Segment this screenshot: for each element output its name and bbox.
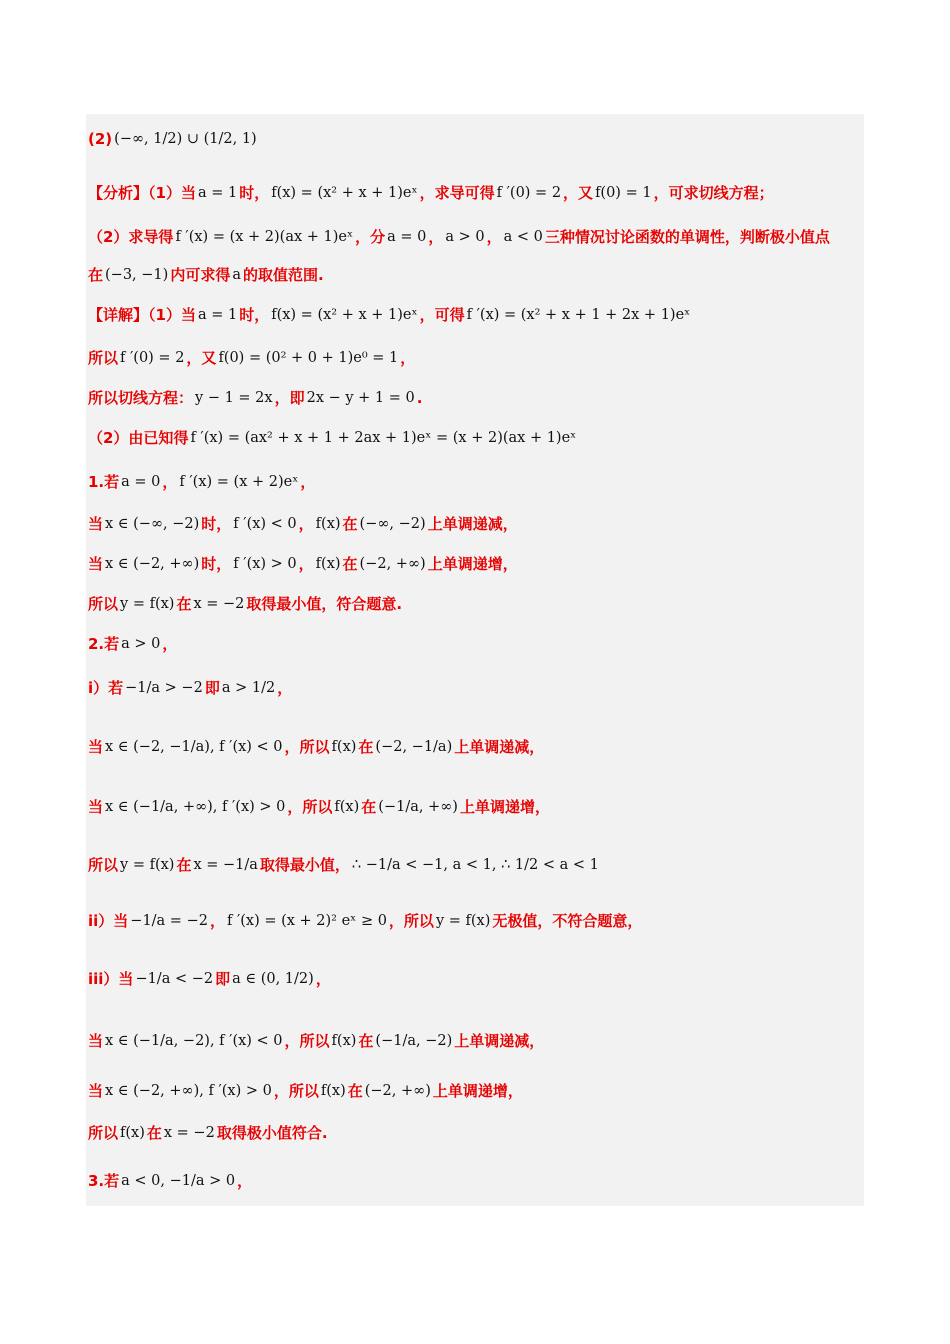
- math-expression: f ′(x) < 0: [233, 515, 297, 532]
- text-segment: 在: [146, 1123, 162, 1142]
- text-segment: ，可得: [419, 305, 465, 324]
- math-expression: f ′(x) = (x + 2)(ax + 1)eˣ: [175, 228, 354, 245]
- solution-line: [88, 1166, 252, 1196]
- text-segment: ，所以: [273, 1081, 319, 1100]
- solution-line: [88, 423, 578, 453]
- math-expression: y = f(x): [120, 595, 175, 612]
- math-expression: −1/a < −2: [135, 970, 214, 987]
- math-expression: f(x) = (x² + x + 1)eˣ: [271, 184, 418, 201]
- solution-line: [88, 300, 692, 330]
- text-segment: 上单调递增，: [432, 1081, 523, 1100]
- math-expression: f(x) = (x² + x + 1)eˣ: [271, 306, 418, 323]
- math-expression: −1/a > −2: [125, 679, 203, 696]
- text-segment: 时，: [239, 305, 270, 324]
- solution-line: [88, 906, 642, 936]
- text-segment: 上单调递减，: [454, 737, 545, 756]
- text-segment: 的取值范围.: [242, 265, 324, 284]
- math-expression: 2x − y + 1 = 0: [306, 389, 415, 406]
- text-segment: ，分: [355, 227, 386, 246]
- math-expression: a = 0: [121, 473, 161, 490]
- text-segment: ，: [400, 348, 416, 367]
- math-expression: −1/a = −2: [130, 912, 208, 929]
- text-segment: 当: [88, 797, 104, 816]
- solution-line: [88, 1076, 523, 1106]
- math-expression: (−2, +∞): [359, 555, 426, 572]
- math-expression: (−3, −1): [105, 266, 169, 283]
- text-segment: 在: [358, 1031, 374, 1050]
- text-segment: ii）当: [88, 911, 129, 930]
- text-segment: .: [416, 388, 423, 407]
- math-expression: f(x): [331, 738, 357, 755]
- solution-line: [88, 124, 259, 154]
- text-segment: 取得最小值，: [259, 855, 350, 874]
- math-expression: y = f(x): [120, 856, 175, 873]
- solution-line: [88, 343, 415, 373]
- solution-line: [88, 509, 518, 539]
- math-expression: x ∈ (−2, +∞), f ′(x) > 0: [105, 1082, 272, 1099]
- text-segment: 当: [88, 737, 104, 756]
- text-segment: 时，: [239, 183, 270, 202]
- text-segment: 在: [361, 797, 377, 816]
- math-expression: (−2, −1/a): [375, 738, 453, 755]
- text-segment: 时，: [201, 514, 232, 533]
- text-segment: 在: [358, 737, 374, 756]
- text-segment: ，所以: [284, 1031, 330, 1050]
- math-expression: x ∈ (−2, +∞): [105, 555, 200, 572]
- math-expression: f(x): [315, 515, 341, 532]
- text-segment: 所以: [88, 855, 119, 874]
- solution-line: [88, 964, 331, 994]
- solution-line: [88, 1118, 328, 1148]
- text-segment: ，: [298, 514, 314, 533]
- math-expression: a ∈ (0, 1/2): [232, 970, 314, 987]
- text-segment: ，: [428, 227, 444, 246]
- text-segment: ，: [298, 554, 314, 573]
- text-segment: 取得极小值符合.: [216, 1123, 328, 1142]
- math-expression: f ′(x) = (ax² + x + 1 + 2ax + 1)eˣ = (x + 2)(ax + 1)eˣ: [190, 429, 577, 446]
- math-expression: a = 0: [387, 228, 427, 245]
- math-expression: f(x): [320, 1082, 346, 1099]
- math-expression: a = 1: [197, 184, 238, 201]
- text-segment: 【分析】（1）当: [88, 183, 196, 202]
- text-segment: 内可求得: [170, 265, 231, 284]
- text-segment: i）若: [88, 678, 124, 697]
- math-expression: f ′(0) = 2: [120, 349, 185, 366]
- text-segment: 在: [176, 594, 192, 613]
- math-expression: x ∈ (−∞, −2): [105, 515, 200, 532]
- text-segment: 在: [176, 855, 192, 874]
- math-expression: x = −1/a: [193, 856, 258, 873]
- text-segment: 即: [215, 969, 231, 988]
- text-segment: 在: [347, 1081, 363, 1100]
- solution-line: [88, 792, 550, 822]
- math-expression: f(0) = 1: [595, 184, 652, 201]
- text-segment: 当: [88, 554, 104, 573]
- text-segment: 当: [88, 1081, 104, 1100]
- solution-line: [88, 673, 292, 703]
- math-expression: x = −2: [193, 595, 245, 612]
- text-segment: 所以: [88, 348, 119, 367]
- text-segment: 所以: [88, 1123, 119, 1142]
- text-segment: 在: [88, 265, 104, 284]
- text-segment: ，: [209, 911, 225, 930]
- text-segment: 所以: [88, 594, 119, 613]
- solution-line: [88, 383, 422, 413]
- solution-line: [88, 467, 315, 497]
- math-expression: f ′(x) > 0: [233, 555, 297, 572]
- math-expression: f ′(0) = 2: [496, 184, 562, 201]
- text-segment: 上单调递减，: [427, 514, 518, 533]
- math-expression: f(x): [315, 555, 341, 572]
- text-segment: (2): [88, 129, 113, 148]
- text-segment: ，: [300, 472, 316, 491]
- text-segment: （2）由已知得: [88, 428, 189, 447]
- text-segment: ，: [277, 678, 293, 697]
- text-segment: ，: [237, 1171, 253, 1190]
- text-segment: ，所以: [287, 797, 333, 816]
- text-segment: 无极值，不符合题意，: [492, 911, 643, 930]
- math-expression: ∴ −1/a < −1, a < 1, ∴ 1/2 < a < 1: [351, 856, 599, 873]
- text-segment: ，: [315, 969, 331, 988]
- solution-line: [88, 732, 544, 762]
- text-segment: iii）当: [88, 969, 134, 988]
- text-segment: ，所以: [284, 737, 330, 756]
- text-segment: （2）求导得: [88, 227, 174, 246]
- text-segment: 所以切线方程：: [88, 388, 194, 407]
- text-segment: 2.若: [88, 634, 120, 653]
- math-expression: x = −2: [163, 1124, 215, 1141]
- text-segment: ，又: [563, 183, 594, 202]
- text-segment: 当: [88, 1031, 104, 1050]
- solution-line: [88, 549, 518, 579]
- solution-line: [88, 178, 774, 208]
- math-expression: a < 0, −1/a > 0: [121, 1172, 236, 1189]
- solution-line: [88, 589, 402, 619]
- text-segment: 3.若: [88, 1171, 120, 1190]
- math-expression: a > 1/2: [221, 679, 276, 696]
- math-expression: f(x): [334, 798, 360, 815]
- math-expression: a > 0: [445, 228, 485, 245]
- text-segment: 上单调递减，: [454, 1031, 545, 1050]
- text-segment: ，所以: [388, 911, 434, 930]
- math-expression: (−1/a, +∞): [378, 798, 458, 815]
- math-expression: a: [232, 266, 241, 283]
- text-segment: ，: [162, 472, 178, 491]
- math-expression: (−2, +∞): [364, 1082, 431, 1099]
- math-expression: f(0) = (0² + 0 + 1)e⁰ = 1: [218, 349, 399, 366]
- math-expression: (−1/a, −2): [375, 1032, 453, 1049]
- solution-line: [88, 629, 177, 659]
- math-expression: a < 0: [503, 228, 543, 245]
- math-expression: f ′(x) = (x² + x + 1 + 2x + 1)eˣ: [466, 306, 691, 323]
- text-segment: 时，: [201, 554, 232, 573]
- math-expression: x ∈ (−2, −1/a), f ′(x) < 0: [105, 738, 283, 755]
- solution-line: [88, 222, 830, 252]
- text-segment: ，求导可得: [419, 183, 495, 202]
- text-segment: 即: [204, 678, 220, 697]
- text-segment: 取得最小值，符合题意.: [246, 594, 403, 613]
- math-expression: f(x): [120, 1124, 145, 1141]
- math-expression: x ∈ (−1/a, −2), f ′(x) < 0: [105, 1032, 283, 1049]
- math-expression: f ′(x) = (x + 2)eˣ: [179, 473, 299, 490]
- math-expression: (−∞, −2): [359, 515, 426, 532]
- math-expression: f(x): [331, 1032, 357, 1049]
- text-segment: 当: [88, 514, 104, 533]
- solution-line: [88, 850, 601, 880]
- text-segment: 1.若: [88, 472, 120, 491]
- text-segment: ，可求切线方程；: [653, 183, 774, 202]
- text-segment: ，又: [186, 348, 217, 367]
- text-segment: 在: [342, 514, 358, 533]
- math-expression: x ∈ (−1/a, +∞), f ′(x) > 0: [105, 798, 286, 815]
- math-expression: a > 0: [121, 635, 161, 652]
- text-segment: 三种情况讨论函数的单调性，判断极小值点: [544, 227, 830, 246]
- math-expression: a = 1: [197, 306, 238, 323]
- text-segment: ，: [162, 634, 178, 653]
- text-segment: 在: [342, 554, 358, 573]
- math-expression: f ′(x) = (x + 2)² eˣ ≥ 0: [226, 912, 387, 929]
- math-expression: y = f(x): [435, 912, 491, 929]
- text-segment: ，: [486, 227, 502, 246]
- text-segment: 上单调递增，: [427, 554, 518, 573]
- math-expression: y − 1 = 2x: [195, 389, 273, 406]
- text-segment: 【详解】（1）当: [88, 305, 196, 324]
- text-segment: 上单调递增，: [459, 797, 550, 816]
- solution-line: [88, 260, 324, 290]
- math-expression: (−∞, 1/2) ∪ (1/2, 1): [114, 130, 257, 147]
- text-segment: ，即: [274, 388, 305, 407]
- solution-line: [88, 1026, 544, 1056]
